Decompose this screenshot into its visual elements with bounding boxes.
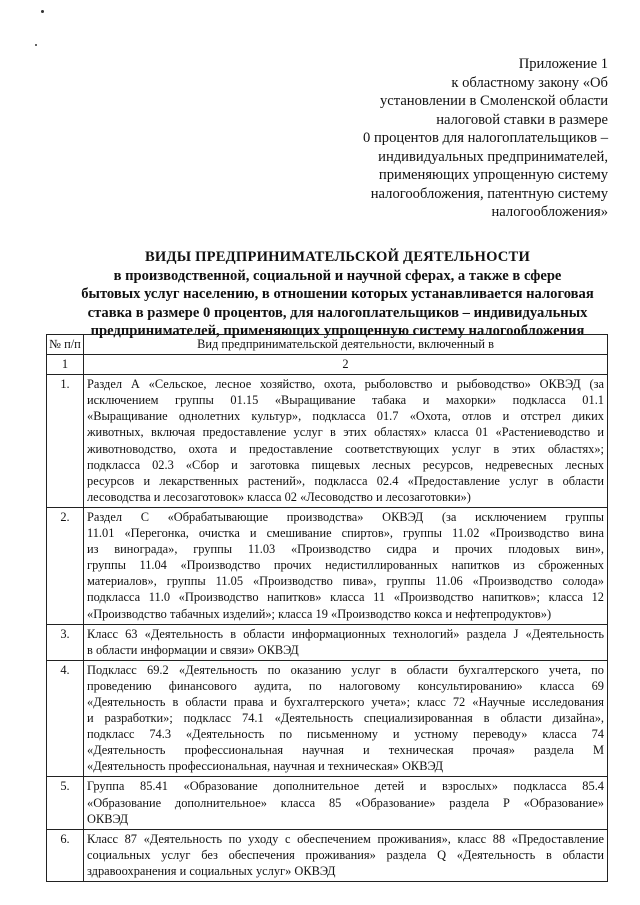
- appendix-line: индивидуальных предпринимателей,: [378, 148, 608, 165]
- activity-line: «Деятельность профессиональная, научная и техническая» ОКВЭД: [87, 759, 444, 774]
- activity-line: «Деятельность профессиональная научная и техническая прочая» раздела М: [87, 743, 604, 758]
- row-activity: [84, 829, 608, 881]
- title-line: ставка в размере 0 процентов, для налогоплательщиков – индивидуальных: [87, 304, 588, 321]
- appendix-line: Приложение 1: [518, 56, 608, 72]
- appendix-line: применяющих упрощенную систему: [378, 167, 608, 183]
- activity-line: ОКВЭД: [87, 811, 129, 826]
- activity-line: Раздел С «Обрабатывающие производства» ОКВЭД (за исключением группы: [87, 509, 604, 524]
- appendix-line: налогообложения»: [491, 204, 608, 220]
- activity-line: Класс 63 «Деятельность в области информационных технологий» раздела J «Деятельность: [87, 626, 604, 641]
- appendix-line: налогообложения, патентную систему: [370, 185, 608, 202]
- table-row: [47, 507, 608, 624]
- activity-line: лесоводства и лесозаготовок» класса 02 «Лесоводство и лесозаготовки»): [87, 489, 471, 504]
- activity-line: «Деятельность в области права и бухгалтерского учета»; класс 72 «Научные исследования: [87, 694, 604, 709]
- appendix-line: 0 процентов для налогоплательщиков –: [363, 130, 608, 146]
- activity-line: материалов», группы 11.05 «Производство пива», группы 11.06 «Производство солода»: [87, 574, 604, 589]
- activity-line: Раздел А «Сельское, лесное хозяйство, охота, рыболовство и рыбоводство» ОКВЭД (за: [87, 377, 604, 392]
- appendix-line: установлении в Смоленской области: [380, 93, 608, 109]
- activity-line: животноводство, охота и предоставление соответствующих услуг в этих областях»;: [87, 441, 604, 456]
- table-body: [47, 375, 608, 882]
- header-num: № п/п: [47, 335, 84, 355]
- activity-line: исключением группы 01.15 «Выращивание табака и махорки» подкласса 01.1: [87, 393, 604, 408]
- activity-line: подкласса 02.3 «Сбор и заготовка пищевых лесных ресурсов, недревесных лесных: [87, 457, 604, 472]
- activity-line: Класс 87 «Деятельность по уходу с обеспечением проживания», класс 88 «Предоставление: [87, 831, 604, 846]
- document-title: [50, 248, 625, 341]
- row-number: 4.: [47, 660, 84, 777]
- activity-line: ресурсов и лекарственных растений», подкласса 02.4 «Предоставление услуг в области: [87, 473, 604, 488]
- title-line: в производственной, социальной и научной сферах, а также в сфере: [113, 267, 562, 284]
- table-row: [47, 829, 608, 881]
- scan-speck: [35, 44, 37, 46]
- row-number: 3.: [47, 624, 84, 660]
- activity-line: подкласс 74.3 «Деятельность по письменному и устному переводу» класса 74: [87, 727, 604, 742]
- activity-line: животных, включая предоставление услуг в этих областях» класса 01 «Растениеводство и: [87, 425, 604, 440]
- title-line: предпринимателей, применяющих упрощенную систему налогообложения: [90, 323, 585, 340]
- activity-line: социальных услуг без обеспечения проживания» раздела Q «Деятельность в области: [87, 847, 604, 862]
- row-number: 1.: [47, 375, 84, 508]
- title-line: ВИДЫ ПРЕДПРИНИМАТЕЛЬСКОЙ ДЕЯТЕЛЬНОСТИ: [144, 249, 531, 265]
- row-number: 2.: [47, 507, 84, 624]
- row-activity: [84, 660, 608, 777]
- table-header-row: [47, 335, 608, 355]
- appendix-line: к областному закону «Об: [451, 74, 608, 91]
- row-activity: [84, 624, 608, 660]
- activity-line: группы 11.04 «Производство прочих недистиллированных напитков из сброженных: [87, 558, 604, 573]
- activity-line: «Выращивание однолетних культур», подкласса 01.7 «Охота, отлов и отстрел диких: [87, 409, 604, 424]
- activity-line: подкласса 11.0 «Производство напитков» класса 11 «Производство напитков»; класса 12: [87, 590, 604, 605]
- activity-line: здравоохранения и социальных услуг» ОКВЭД: [87, 863, 336, 878]
- row-activity: [84, 375, 608, 508]
- appendix-line: налоговой ставки в размере: [436, 111, 608, 128]
- activity-line: в области информации и связи» ОКВЭД: [87, 642, 299, 657]
- activity-line: «Образование дополнительное» класса 85 «Образование» раздела Р «Образование»: [87, 795, 604, 810]
- activity-line: проведению финансового аудита, по налоговому консультированию» класса 69: [87, 678, 604, 693]
- header-activity: Вид предпринимательской деятельности, включенный в: [84, 335, 608, 355]
- activity-line: «Производство табачных изделий»; класса 19 «Производство кокса и нефтепродуктов»): [87, 606, 552, 621]
- table-row: [47, 660, 608, 777]
- row-number: 5.: [47, 777, 84, 829]
- activity-line: Подкласс 69.2 «Деятельность по оказанию услуг в области бухгалтерского учета, по: [87, 662, 604, 677]
- appendix-note: [308, 55, 608, 222]
- row-activity: [84, 507, 608, 624]
- subheader-num: 1: [47, 355, 84, 375]
- activity-line: 11.01 «Перегонка, очистка и смешивание спиртов», группы 11.02 «Производство вина: [87, 526, 604, 541]
- activities-table: [46, 334, 608, 882]
- row-number: 6.: [47, 829, 84, 881]
- activity-line: и разработки»; подкласс 74.1 «Деятельность специализированная в области дизайна»,: [87, 711, 604, 726]
- table-row: [47, 375, 608, 508]
- row-activity: [84, 777, 608, 829]
- table-subheader-row: [47, 355, 608, 375]
- subheader-activity: 2: [84, 355, 608, 375]
- table-row: [47, 777, 608, 829]
- scan-speck: [41, 10, 44, 13]
- title-line: бытовых услуг населению, в отношении которых устанавливается налоговая: [81, 286, 594, 303]
- activity-line: Группа 85.41 «Образование дополнительное детей и взрослых» подкласса 85.4: [87, 779, 604, 794]
- table-row: [47, 624, 608, 660]
- activity-line: из винограда», группы 11.03 «Производство сидра и прочих плодовых вин»,: [87, 542, 604, 557]
